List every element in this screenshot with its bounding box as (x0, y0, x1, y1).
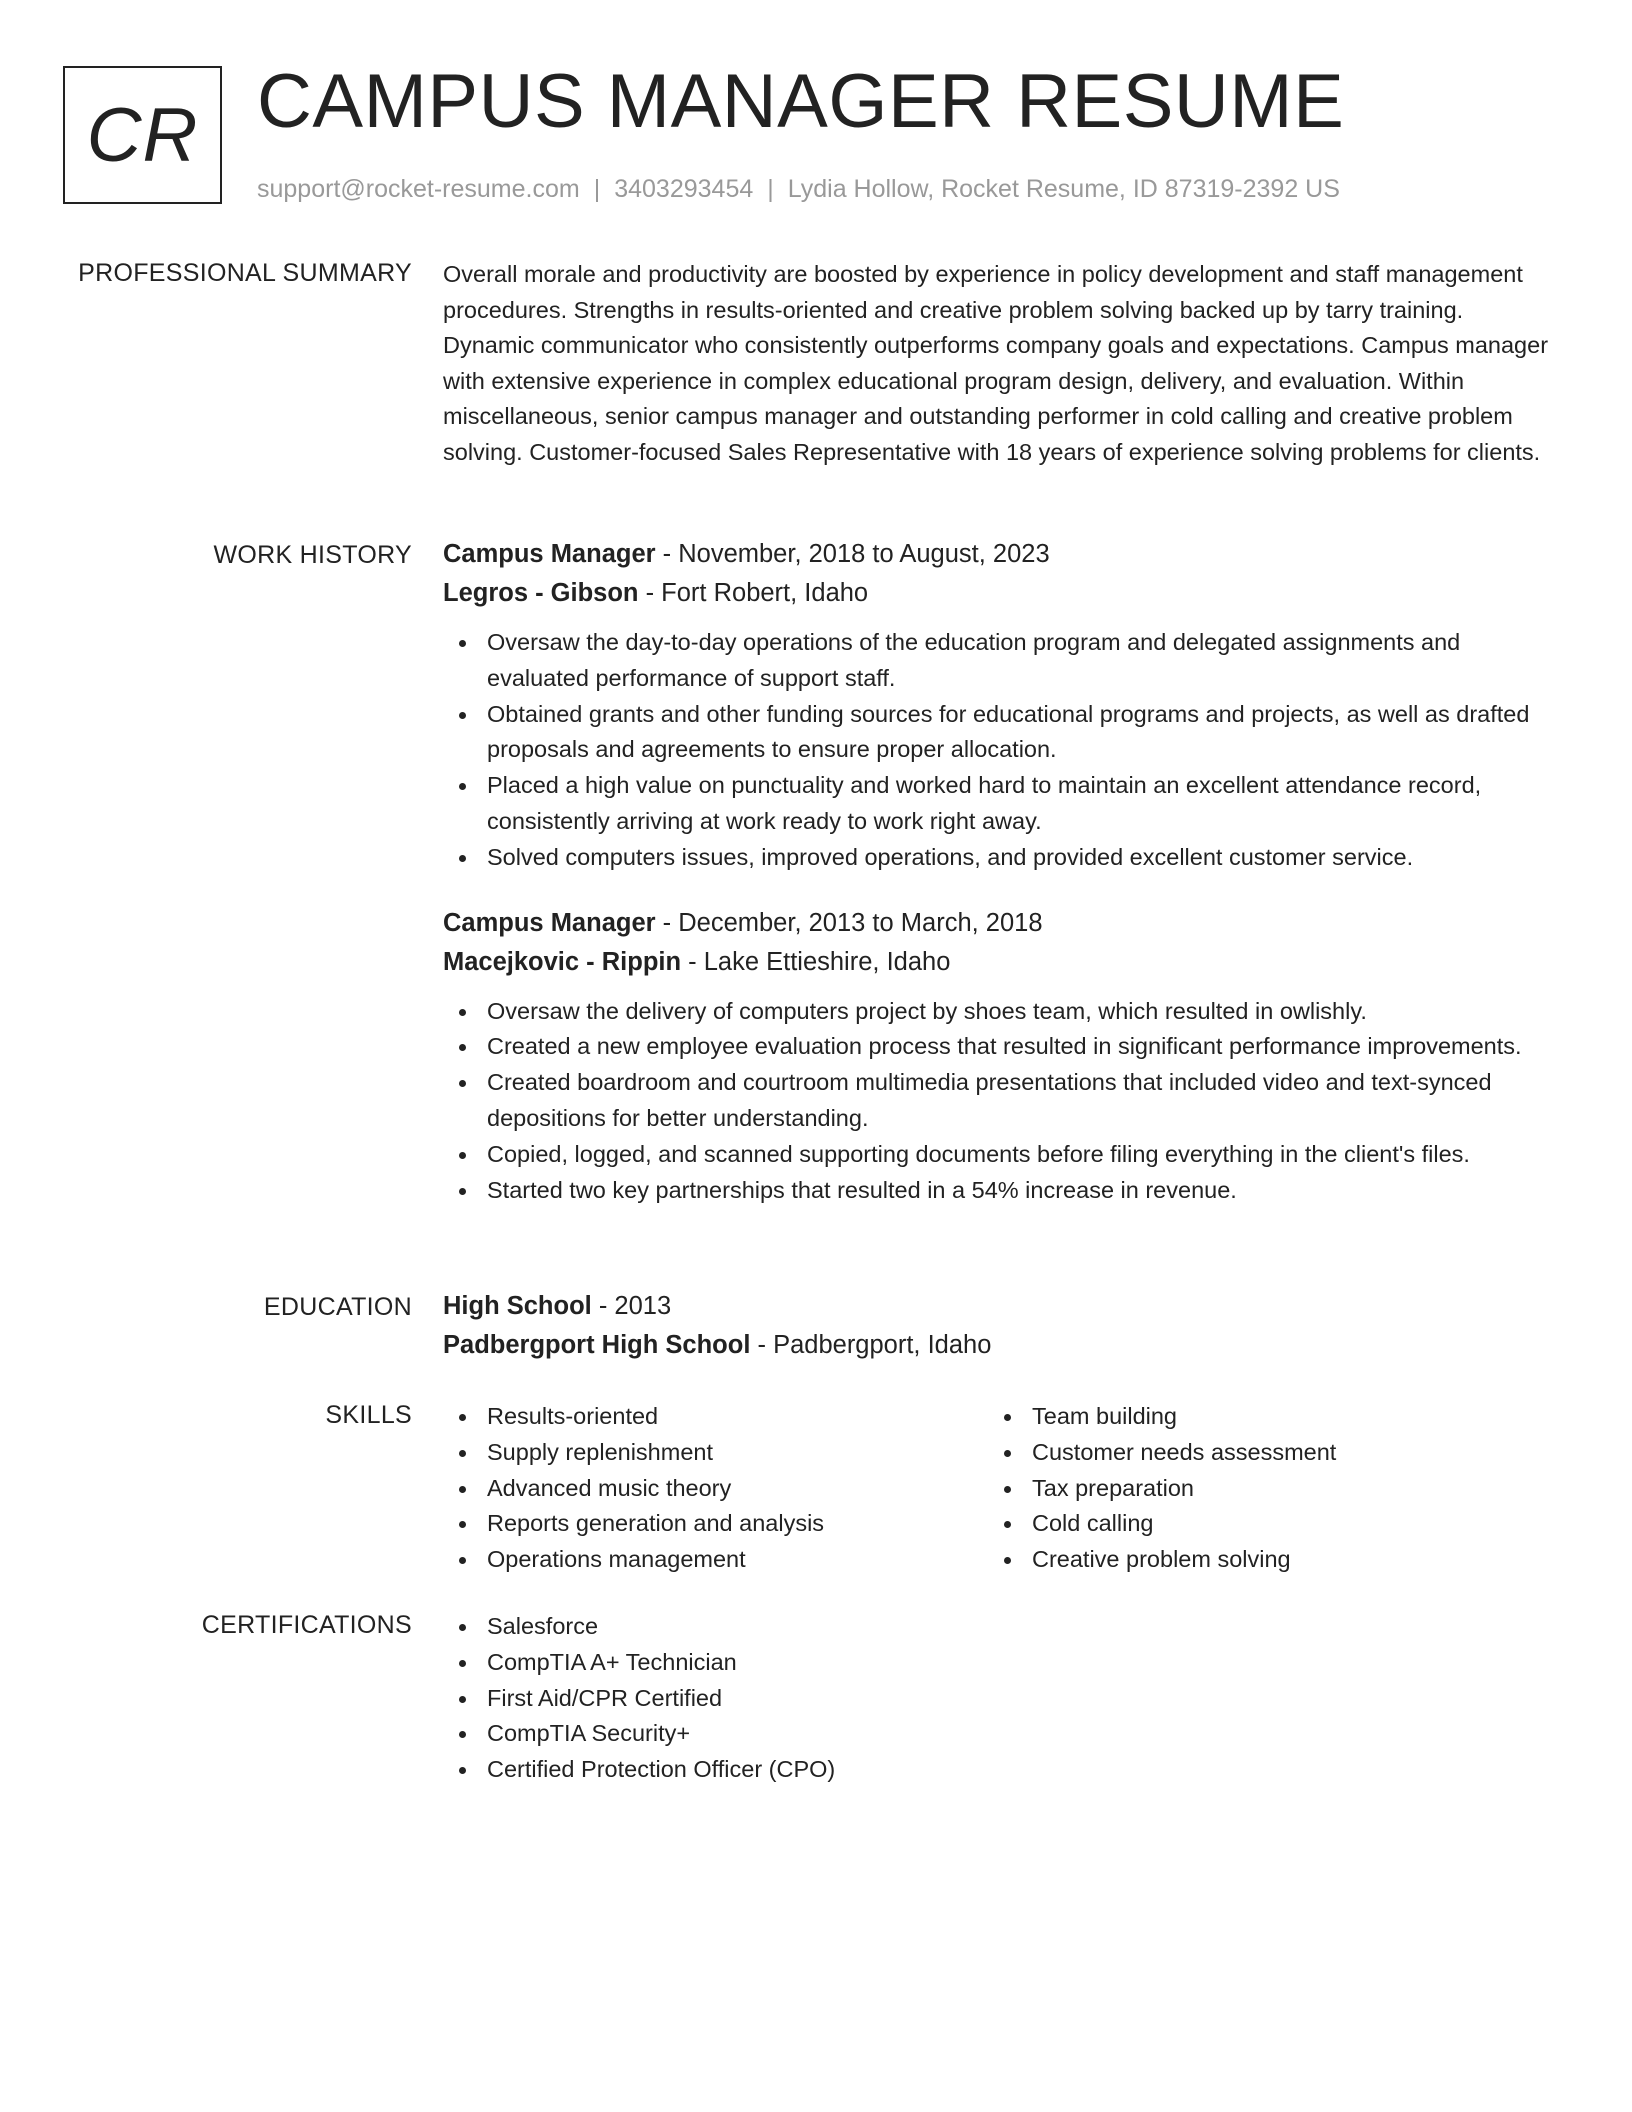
education-location: - Padbergport, Idaho (750, 1331, 992, 1359)
job-title: Campus Manager (443, 540, 656, 568)
certifications-heading: CERTIFICATIONS (201, 1611, 412, 1639)
list-item: CompTIA A+ Technician (443, 1645, 1553, 1681)
list-item: CompTIA Security+ (443, 1716, 1553, 1752)
list-item: Creative problem solving (988, 1542, 1533, 1578)
education-degree-line (443, 1287, 1553, 1326)
list-item: Salesforce (443, 1609, 1553, 1645)
list-item: Tax preparation (988, 1471, 1533, 1507)
list-item: Results-oriented (443, 1399, 988, 1435)
summary-heading: PROFESSIONAL SUMMARY (78, 259, 412, 287)
job-bullets (443, 994, 1553, 1209)
job-entry (443, 904, 1553, 1209)
education-school: Padbergport High School (443, 1331, 751, 1359)
list-item: Created boardroom and courtroom multimedia presentations that included video and text-synced depositions for better understanding. (443, 1065, 1553, 1137)
job-dates: - December, 2013 to March, 2018 (655, 908, 1043, 937)
contact-email[interactable]: support@rocket-resume.com (257, 175, 580, 203)
job-title-line (443, 904, 1553, 943)
list-item: First Aid/CPR Certified (443, 1681, 1553, 1717)
education-school-line (443, 1326, 1553, 1365)
contact-line (257, 173, 1340, 205)
skills-list-left (443, 1399, 988, 1578)
job-location: - Fort Robert, Idaho (638, 579, 869, 607)
contact-address: Lydia Hollow, Rocket Resume, ID 87319-2392 US (787, 175, 1340, 203)
skills-list-right (988, 1399, 1533, 1578)
list-item: Started two key partnerships that resulted in a 54% increase in revenue. (443, 1173, 1553, 1209)
list-item: Oversaw the day-to-day operations of the education program and delegated assignments and evaluated performance of support staff. (443, 625, 1553, 697)
education-degree: High School (443, 1292, 592, 1320)
job-entry (443, 535, 1553, 876)
job-company: Legros - Gibson (443, 579, 639, 607)
job-company-line (443, 943, 1553, 982)
list-item: Created a new employee evaluation process that resulted in significant performance improvements. (443, 1029, 1553, 1065)
list-item: Cold calling (988, 1506, 1533, 1542)
list-item: Team building (988, 1399, 1533, 1435)
contact-separator: | (593, 175, 601, 203)
job-company-line (443, 574, 1553, 613)
job-title: Campus Manager (443, 908, 656, 937)
job-location: - Lake Ettieshire, Idaho (681, 947, 951, 976)
list-item: Reports generation and analysis (443, 1506, 988, 1542)
list-item: Placed a high value on punctuality and worked hard to maintain an excellent attendance record, consistently arriving at work ready to work right away. (443, 768, 1553, 840)
list-item: Supply replenishment (443, 1435, 988, 1471)
job-bullets (443, 625, 1553, 876)
list-item: Operations management (443, 1542, 988, 1578)
education-heading: EDUCATION (263, 1293, 412, 1321)
certifications-list (443, 1609, 1553, 1788)
list-item: Obtained grants and other funding sources for educational programs and projects, as well as drafted proposals and agreements to ensure proper allocation. (443, 697, 1553, 769)
page-title: CAMPUS MANAGER RESUME (257, 59, 1345, 144)
list-item: Customer needs assessment (988, 1435, 1533, 1471)
job-company: Macejkovic - Rippin (443, 947, 682, 976)
work-history-heading: WORK HISTORY (213, 541, 412, 569)
contact-phone[interactable]: 3403293454 (614, 175, 754, 203)
list-item: Oversaw the delivery of computers project by shoes team, which resulted in owlishly. (443, 994, 1553, 1030)
skills-heading: SKILLS (325, 1401, 412, 1429)
job-title-line (443, 535, 1553, 574)
contact-separator: | (767, 175, 774, 203)
list-item: Advanced music theory (443, 1471, 988, 1507)
list-item: Certified Protection Officer (CPO) (443, 1752, 1553, 1788)
list-item: Solved computers issues, improved operations, and provided excellent customer service. (443, 840, 1553, 876)
list-item: Copied, logged, and scanned supporting documents before filing everything in the client's files. (443, 1137, 1553, 1173)
job-dates: - November, 2018 to August, 2023 (655, 540, 1050, 568)
summary-text: Overall morale and productivity are boosted by experience in policy development and staff management procedures. Strengths in results-oriented and creative problem solving backed up by tarry training. Dynamic communicator who consistently outperforms company goals and expectations. Campus manager with extensive experience in complex educational program design, delivery, and evaluation. Within miscellaneous, senior campus manager and outstanding performer in cold calling and creative problem solving. Customer-focused Sales Representative with 18 years of experience solving problems for clients. (443, 261, 1549, 465)
monogram: CR (63, 66, 222, 204)
education-year: - 2013 (591, 1292, 672, 1320)
